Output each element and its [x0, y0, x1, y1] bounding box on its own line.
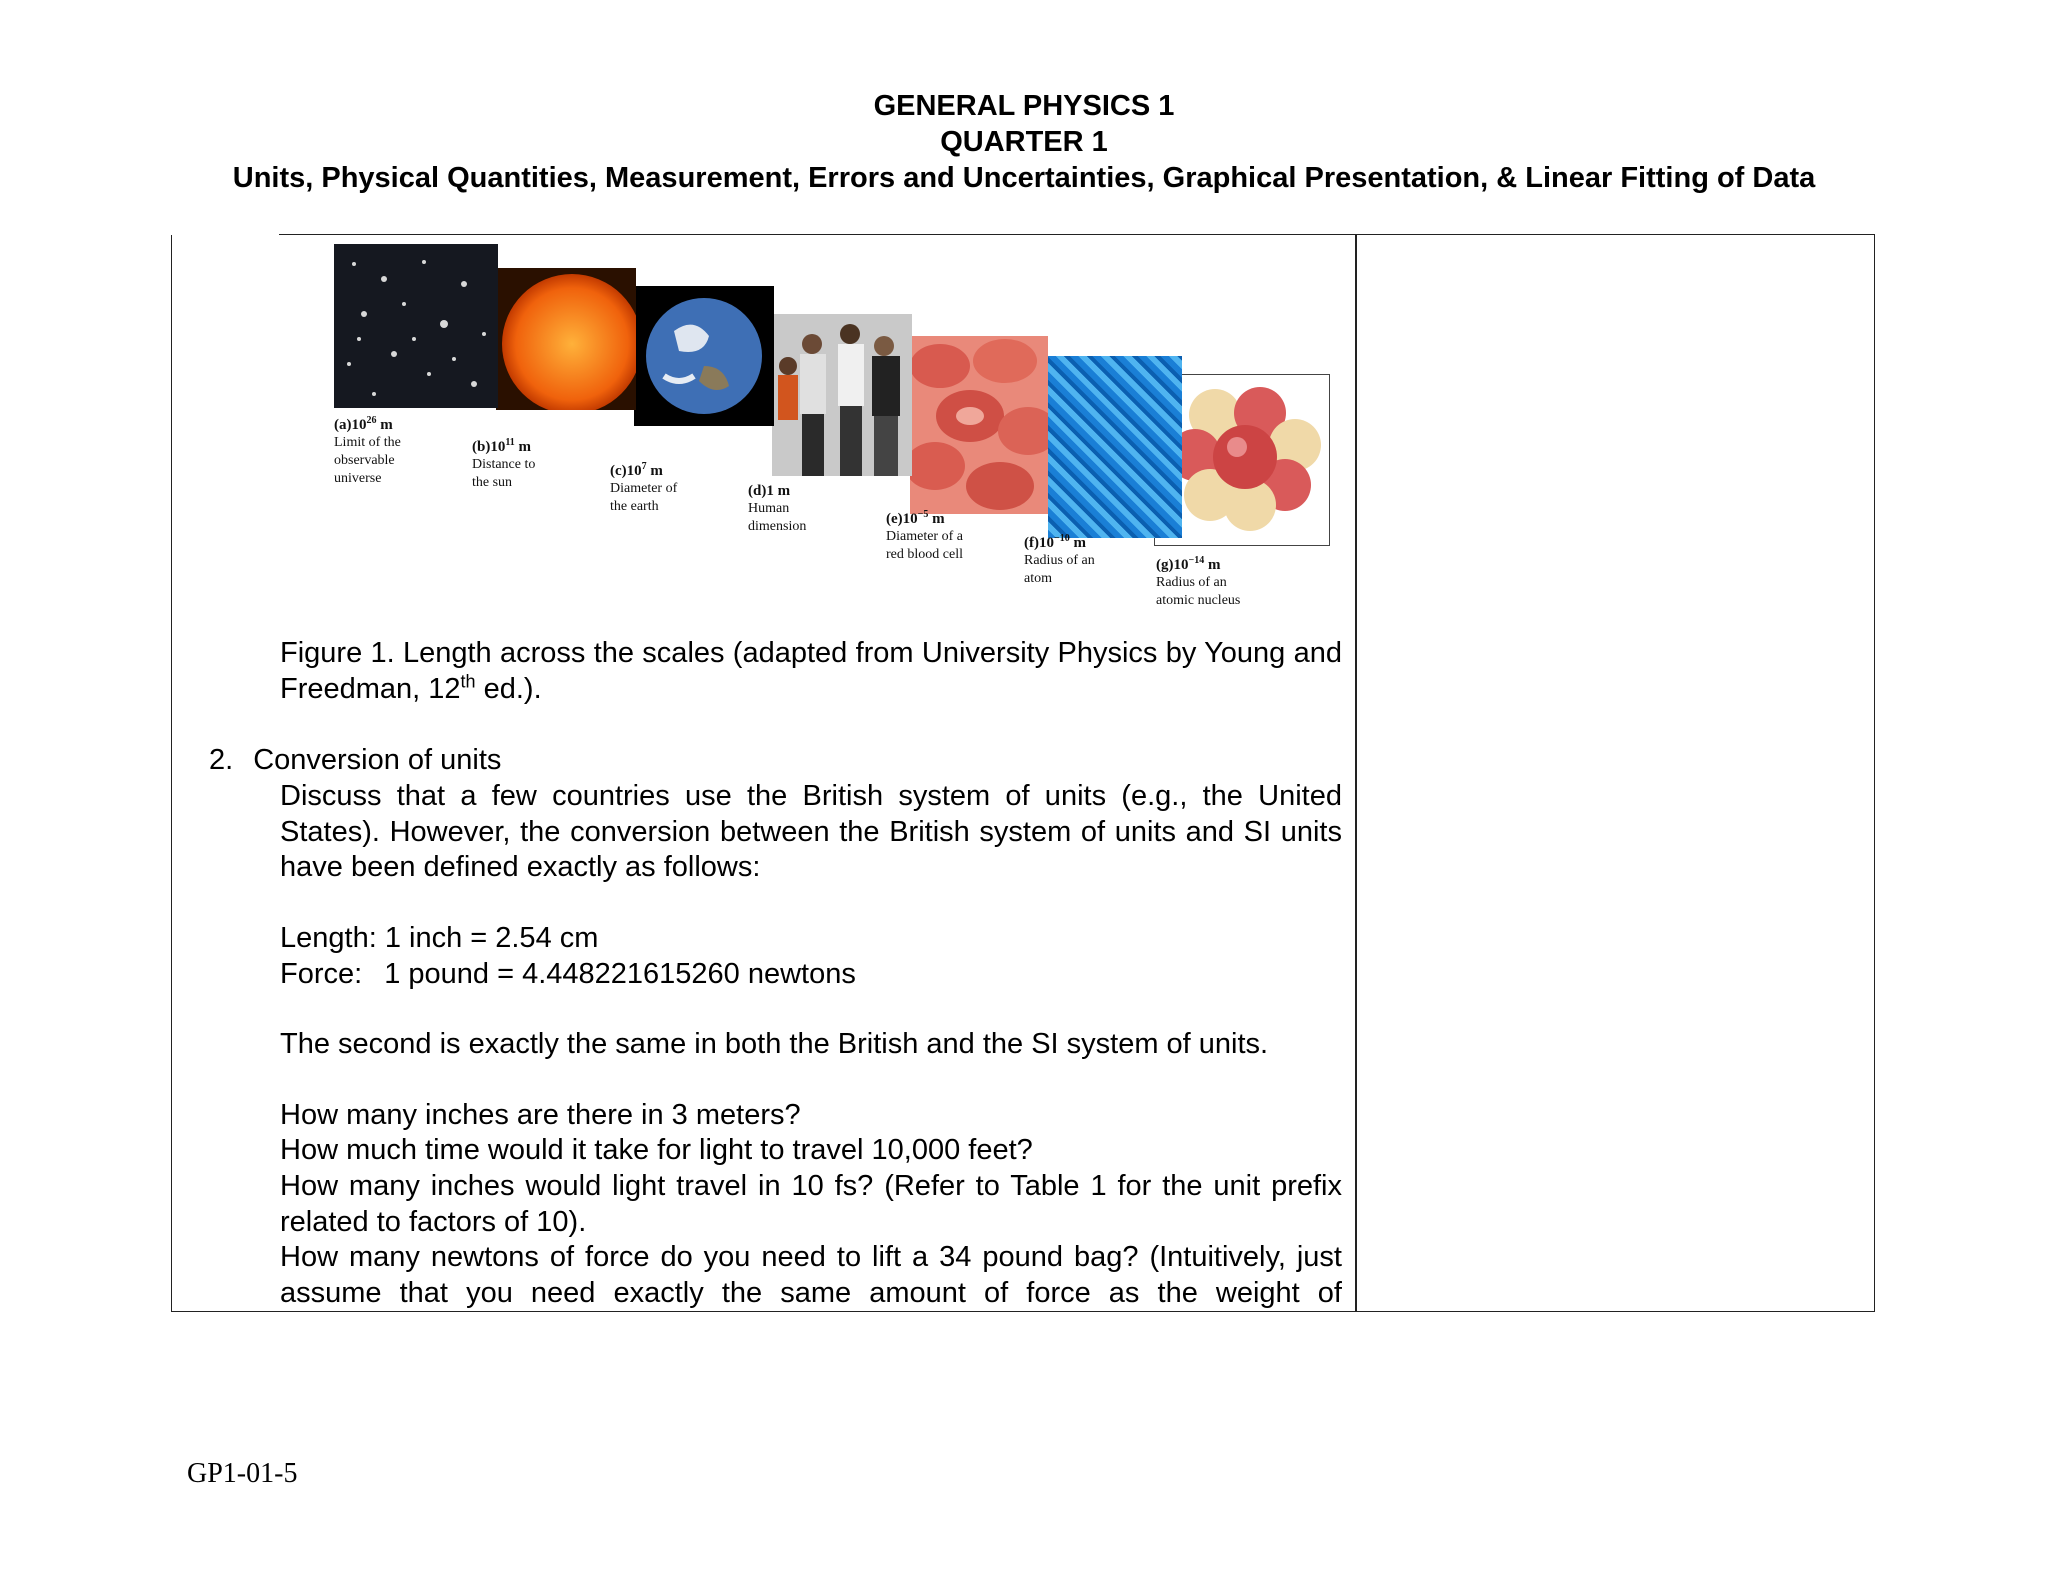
figure-caption-c: $(c)10^7$ m Diameter of the earth — [610, 461, 678, 514]
figure-panel-blood-cells — [910, 336, 1048, 514]
second-note: The second is exactly the same in both the British and the SI system of units. — [280, 1028, 1269, 1060]
question-2: How much time would it take for light to travel 10,000 feet? — [280, 1134, 1033, 1166]
length-conversion: Length: 1 inch = 2.54 cm — [280, 922, 599, 954]
figure-panel-universe — [334, 244, 498, 408]
section-number: 2. — [209, 744, 234, 776]
figure-panel-atoms — [1048, 356, 1182, 538]
length-scales-figure — [290, 238, 1340, 618]
section-intro: Discuss that a few countries use the British system of units (e.g., the United States). However, the conversion between the British system of units and SI units have been defined exactly as follows: — [280, 780, 1342, 883]
sun-image — [496, 268, 636, 410]
earth-image — [634, 286, 774, 426]
quarter-title: QUARTER 1 — [940, 126, 1108, 158]
question-4: How many newtons of force do you need to lift a 34 pound bag? (Intuitively, just assume that you need exactly the same amount of force as the weight of — [280, 1241, 1342, 1309]
figure-caption-g: $(g)10^{-14}$ m Radius of an atomic nucleus — [1156, 555, 1241, 608]
galaxies-image — [334, 244, 498, 408]
figure-panel-earth — [634, 286, 774, 426]
figure-caption-b: $(b)10^{11}$ m Distance to the sun — [472, 437, 536, 490]
figure-caption-e: $(e)10^{-5}$ m Diameter of a red blood cell — [886, 509, 963, 562]
question-1: How many inches are there in 3 meters? — [280, 1099, 801, 1131]
table-column-divider — [1355, 234, 1357, 1312]
page-code: GP1-01-5 — [187, 1458, 298, 1489]
figure-panel-sun — [496, 268, 636, 410]
section-title: Conversion of units — [253, 744, 502, 776]
humans-image — [772, 314, 912, 476]
document-header — [0, 88, 2048, 196]
question-3: How many inches would light travel in 10 fs? (Refer to Table 1 for the unit prefix related to factors of 10). — [280, 1170, 1342, 1238]
blood-cells-image — [910, 336, 1048, 514]
figure-caption-f: $(f)10^{-10}$ m Radius of an atom — [1024, 533, 1095, 586]
figure-caption-a: $(a)10^{26}$ m Limit of the observable universe — [334, 415, 401, 486]
section-heading — [209, 743, 501, 779]
figure-caption: Figure 1. Length across the scales (adapted from University Physics by Young and Freedman, 12th ed.). — [280, 637, 1342, 705]
figure-panel-humans — [772, 314, 912, 476]
force-conversion: Force: 1 pound = 4.448221615260 newtons — [280, 958, 856, 990]
course-title: GENERAL PHYSICS 1 — [873, 90, 1175, 122]
figure-caption-d: (d)1 m Human dimension — [748, 483, 807, 534]
topic-title: Units, Physical Quantities, Measurement, Errors and Uncertainties, Graphical Presentation, & Linear Fitting of Data — [232, 162, 1816, 194]
